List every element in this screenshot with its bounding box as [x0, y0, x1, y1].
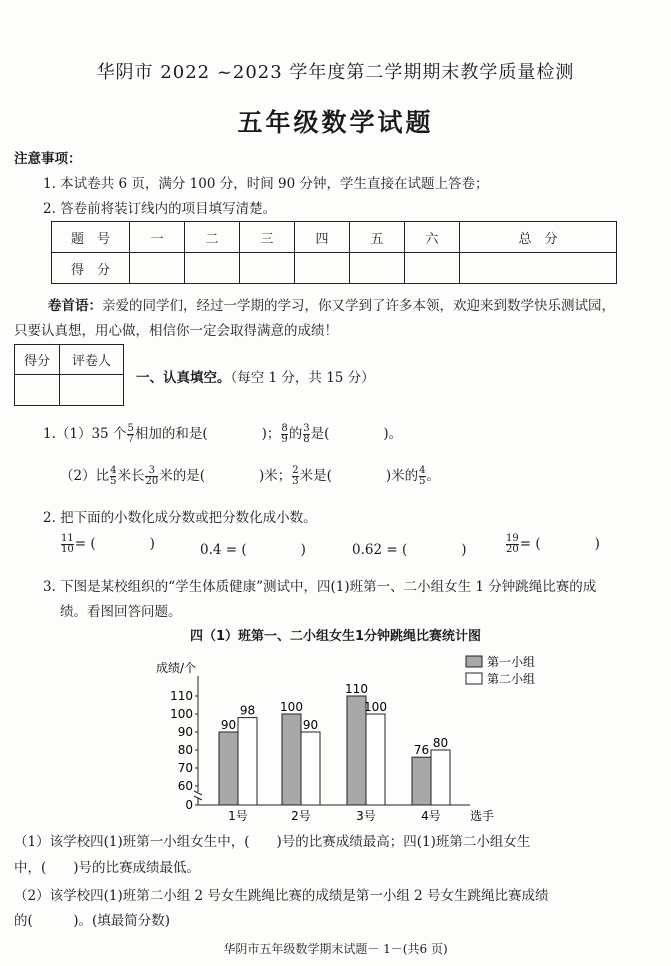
score-header-3: 三	[239, 222, 294, 253]
fraction	[281, 424, 287, 445]
fraction	[292, 466, 298, 487]
q3-line-1: 3. 下图是某校组织的“学生体质健康”测试中，四(1)班第一、二小组女生 1 分钟跳绳比赛的成	[43, 579, 597, 595]
bar-group1	[219, 732, 238, 805]
fraction-denominator: 5	[419, 476, 426, 487]
x-tick-label: 4号	[421, 809, 441, 823]
y-tick-label: 90	[177, 725, 193, 739]
fraction-numerator: 2	[292, 465, 299, 476]
fraction-numerator: 11	[61, 533, 74, 544]
q1-part2-text-f: 。	[426, 468, 441, 484]
q1-part1	[43, 422, 402, 445]
grader-score-cell[interactable]	[15, 375, 60, 406]
q2-text: 2. 把下面的小数化成分数或把分数化成小数。	[43, 510, 317, 526]
y-tick-label: 80	[177, 743, 193, 757]
fraction-denominator: 8	[303, 434, 310, 445]
notice-item-2: 2. 答卷前将装订线内的项目填写清楚。	[43, 201, 277, 217]
grader-score-label: 得分	[15, 345, 60, 375]
q2-item-3: 0.62 = ( )	[352, 542, 467, 558]
chart-title: 四（1）班第一、二小组女生1分钟跳绳比赛统计图	[189, 629, 482, 644]
grader-name-cell[interactable]	[60, 375, 124, 406]
fraction-numerator: 19	[506, 533, 519, 544]
score-cell[interactable]	[404, 253, 459, 284]
score-cell[interactable]	[349, 253, 404, 284]
preface-text: 亲爱的同学们，经过一学期的学习，你又学到了许多本领，欢迎来到数学快乐测试园，	[102, 298, 615, 314]
y-tick-label: 70	[177, 761, 193, 775]
page-footer: 华阴市五年级数学期末试题－ 1－(共6 页)	[223, 942, 448, 956]
fraction-denominator: 9	[281, 434, 288, 445]
fraction-numerator: 8	[281, 423, 288, 434]
score-cell[interactable]	[130, 253, 185, 284]
fraction-denominator: 7	[127, 434, 134, 445]
q3-sub-1-line-1: （1）该学校四(1)班第一小组女生中，( )号的比赛成绩最高；四(1)班第二小组女生	[14, 834, 531, 850]
q1-part2-text-e: 米是( )米的	[299, 468, 419, 484]
bar-value-label: 100	[280, 700, 303, 714]
q1-part1-text-b: 相加的和是( )；	[134, 426, 281, 442]
score-header-1: 一	[130, 222, 185, 253]
q2-item-2: 0.4 = ( )	[200, 542, 306, 558]
fraction	[506, 534, 519, 555]
score-header-5: 五	[349, 222, 404, 253]
fraction-numerator: 5	[127, 423, 134, 434]
bar-value-label: 90	[302, 718, 319, 732]
fraction	[127, 424, 133, 445]
fraction-denominator: 10	[61, 544, 74, 555]
exam-header: 华阴市 2022 ~2023 学年度第二学期期末教学质量检测	[96, 62, 575, 83]
section-1-heading	[136, 366, 375, 386]
q3-line-2: 绩。看图回答问题。	[60, 604, 182, 620]
y-tick-label: 0	[185, 798, 193, 812]
notice-heading: 注意事项：	[14, 151, 82, 167]
fraction-denominator: 5	[110, 476, 117, 487]
section-1-note: （每空 1 分，共 15 分）	[230, 370, 375, 386]
fraction-numerator: 4	[110, 465, 117, 476]
y-tick-label: 110	[170, 689, 193, 703]
score-cell[interactable]	[294, 253, 349, 284]
legend-swatch	[466, 673, 482, 684]
q1-part2	[60, 464, 440, 487]
bar-group1	[282, 714, 301, 805]
q2-item-1-blank: = ( )	[74, 536, 155, 552]
legend-label: 第二小组	[487, 672, 536, 686]
bar-group2	[301, 732, 320, 805]
y-tick-label: 100	[170, 707, 193, 721]
fraction	[110, 466, 116, 487]
fraction-numerator: 3	[303, 423, 310, 434]
bar-group1	[412, 757, 431, 805]
preface-line-1	[48, 294, 615, 314]
fraction-denominator: 20	[506, 544, 519, 555]
bar-value-label: 80	[432, 736, 449, 750]
bar-value-label: 90	[220, 718, 237, 732]
q1-part1-text-a: 1.（1）35 个	[43, 426, 127, 442]
q1-part1-text-c: 的	[288, 426, 303, 442]
q2-item-1	[60, 532, 155, 555]
score-cell[interactable]	[239, 253, 294, 284]
x-tick-label: 2号	[291, 809, 311, 823]
score-header-total: 总 分	[459, 222, 616, 253]
preface-line-2: 只要认真想，用心做，相信你一定会取得满意的成绩！	[14, 323, 338, 339]
bar-chart	[0, 648, 671, 828]
fraction	[61, 534, 74, 555]
q1-part2-text-c: 米的是( )米；	[159, 468, 292, 484]
fraction	[419, 466, 425, 487]
grader-name-label: 评卷人	[60, 345, 124, 375]
score-header-4: 四	[294, 222, 349, 253]
q2-item-4-blank: = ( )	[519, 536, 600, 552]
score-row-label: 得 分	[52, 253, 130, 284]
fraction	[145, 466, 158, 487]
score-header-2: 二	[184, 222, 239, 253]
y-tick-label: 60	[177, 779, 193, 793]
preface-label: 卷首语：	[48, 298, 102, 314]
grader-table	[14, 344, 124, 406]
section-1-title: 一、认真填空。	[136, 370, 231, 386]
score-header-6: 六	[404, 222, 459, 253]
q1-part2-text-a: （2）比	[60, 468, 110, 484]
q1-part2-text-b: 米长	[117, 468, 145, 484]
q3-sub-2-line-1: （2）该学校四(1)班第二小组 2 号女生跳绳比赛的成绩是第一小组 2 号女生跳绳比赛成绩	[14, 888, 549, 904]
exam-title: 五年级数学试题	[237, 108, 434, 137]
bar-group2	[238, 718, 257, 805]
q3-sub-1-line-2: 中，( )号的比赛成绩最低。	[14, 860, 201, 876]
y-axis-label: 成绩/个	[155, 661, 196, 675]
q2-item-4	[505, 532, 600, 555]
fraction-numerator: 3	[148, 465, 156, 476]
score-cell[interactable]	[459, 253, 616, 284]
legend-label: 第一小组	[487, 655, 536, 669]
fraction	[303, 424, 309, 445]
q3-sub-2-line-2: 的( )。(填最简分数)	[14, 913, 171, 929]
score-header-label: 题 号	[52, 222, 130, 253]
notice-item-1: 1. 本试卷共 6 页，满分 100 分，时间 90 分钟，学生直接在试题上答卷；	[43, 176, 489, 192]
x-tick-label: 3号	[356, 809, 376, 823]
x-axis-label: 选手	[470, 809, 495, 823]
bar-value-label: 110	[345, 682, 368, 696]
score-cell[interactable]	[184, 253, 239, 284]
score-table	[51, 221, 617, 284]
bar-value-label: 98	[239, 703, 256, 718]
fraction-numerator: 4	[419, 465, 426, 476]
fraction-denominator: 3	[292, 476, 299, 487]
q1-part1-text-e: 是( )。	[310, 426, 403, 442]
legend-swatch	[466, 656, 482, 667]
x-tick-label: 1号	[228, 809, 248, 823]
bar-value-label: 100	[364, 700, 387, 714]
fraction-denominator: 20	[145, 476, 159, 487]
bar-group2	[366, 714, 385, 805]
bar-value-label: 76	[413, 743, 430, 758]
bar-group2	[431, 750, 450, 805]
